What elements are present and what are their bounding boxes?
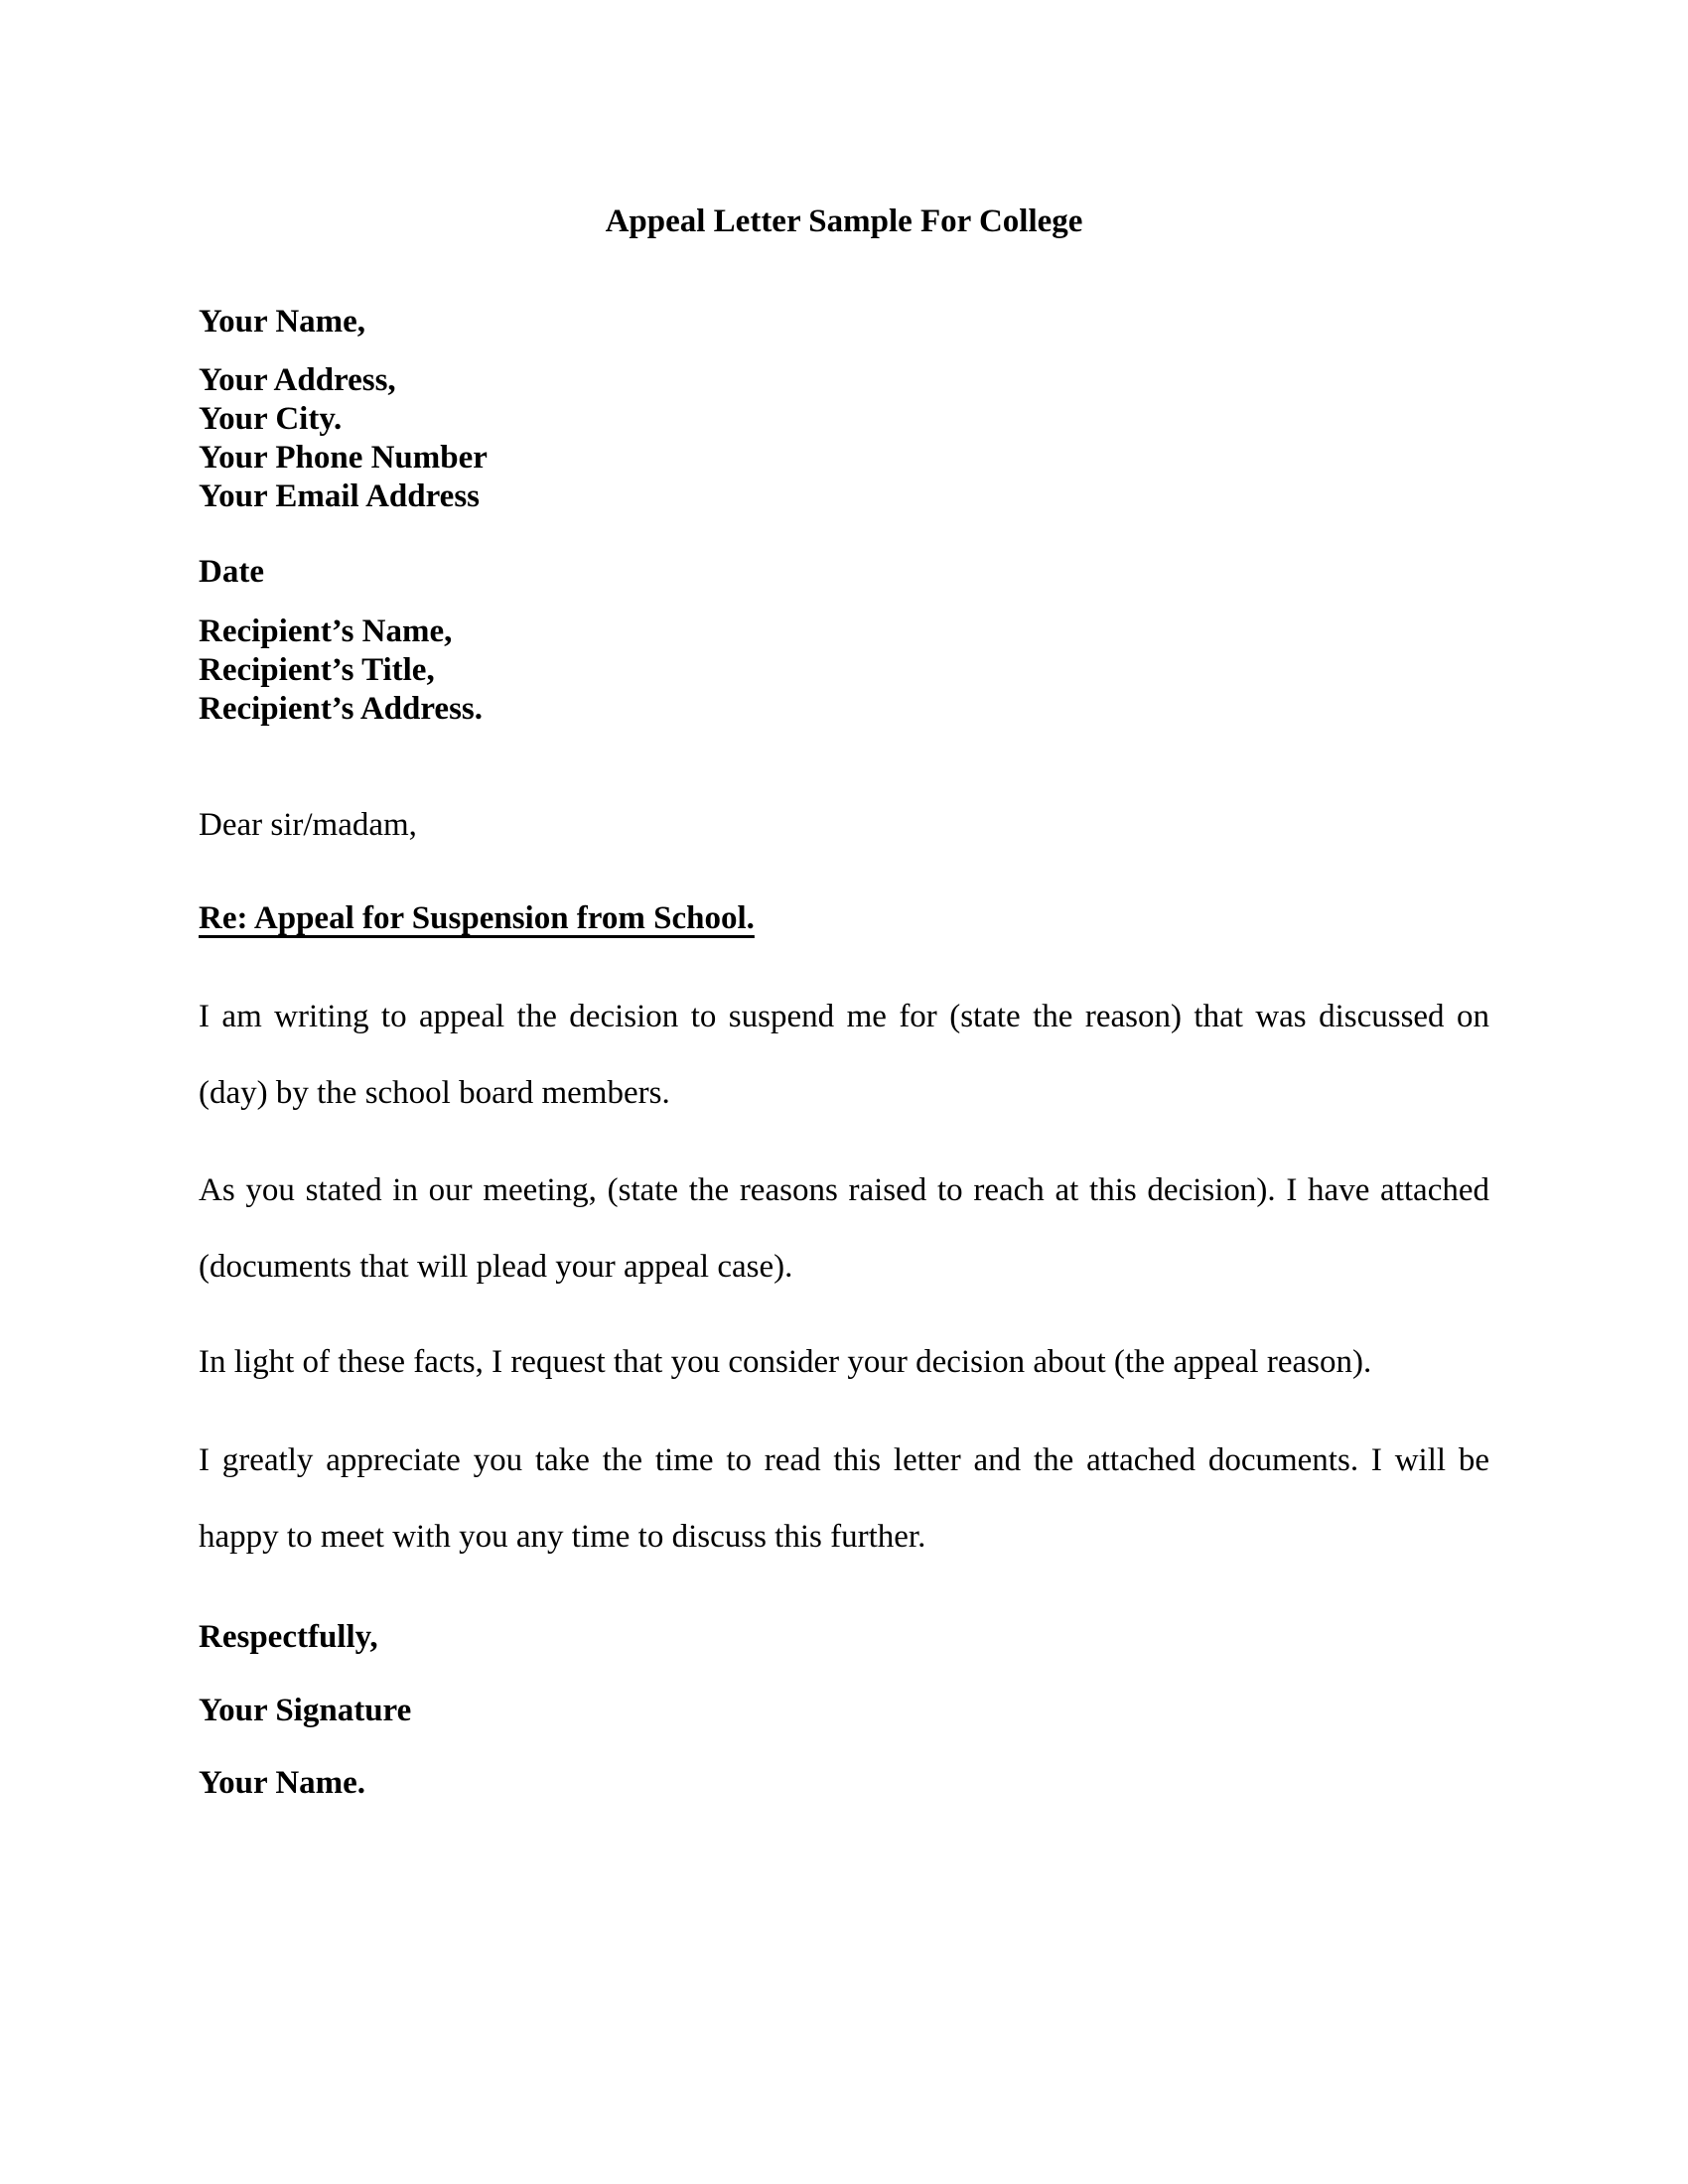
body-paragraph-3: In light of these facts, I request that you consider your decision about (the appeal reason). xyxy=(199,1344,1372,1380)
sender-email-line: Your Email Address xyxy=(199,478,481,514)
recipient-name-line: Recipient’s Name, xyxy=(199,614,453,649)
sender-address-line: Your Address, xyxy=(199,362,396,398)
salutation: Dear sir/madam, xyxy=(199,807,417,843)
sender-address-block xyxy=(199,361,1489,516)
body-paragraph-2: As you stated in our meeting, (state the reasons raised to reach at this decision). I have attached (documents that will plead your appeal case). xyxy=(199,1172,1489,1285)
body-paragraph-1: I am writing to appeal the decision to suspend me for (state the reason) that was discussed on (day) by the school board members. xyxy=(199,999,1489,1111)
body-paragraph-4: I greatly appreciate you take the time to read this letter and the attached documents. I will be happy to meet with you any time to discuss this further. xyxy=(199,1442,1489,1555)
recipient-address-line: Recipient’s Address. xyxy=(199,691,484,727)
recipient-block xyxy=(199,613,1489,729)
subject-line: Re: Appeal for Suspension from School. xyxy=(199,900,755,936)
sender-phone-line: Your Phone Number xyxy=(199,440,488,476)
recipient-title-line: Recipient’s Title, xyxy=(199,652,435,688)
sender-name: Your Name, xyxy=(199,304,366,340)
signer-name: Your Name. xyxy=(199,1765,366,1801)
letter-title: Appeal Letter Sample For College xyxy=(605,204,1083,239)
closing-valediction: Respectfully, xyxy=(199,1619,378,1655)
subject-line-wrap xyxy=(199,899,1489,938)
signature-label: Your Signature xyxy=(199,1693,412,1728)
sender-city-line: Your City. xyxy=(199,401,343,437)
date-label: Date xyxy=(199,554,264,590)
